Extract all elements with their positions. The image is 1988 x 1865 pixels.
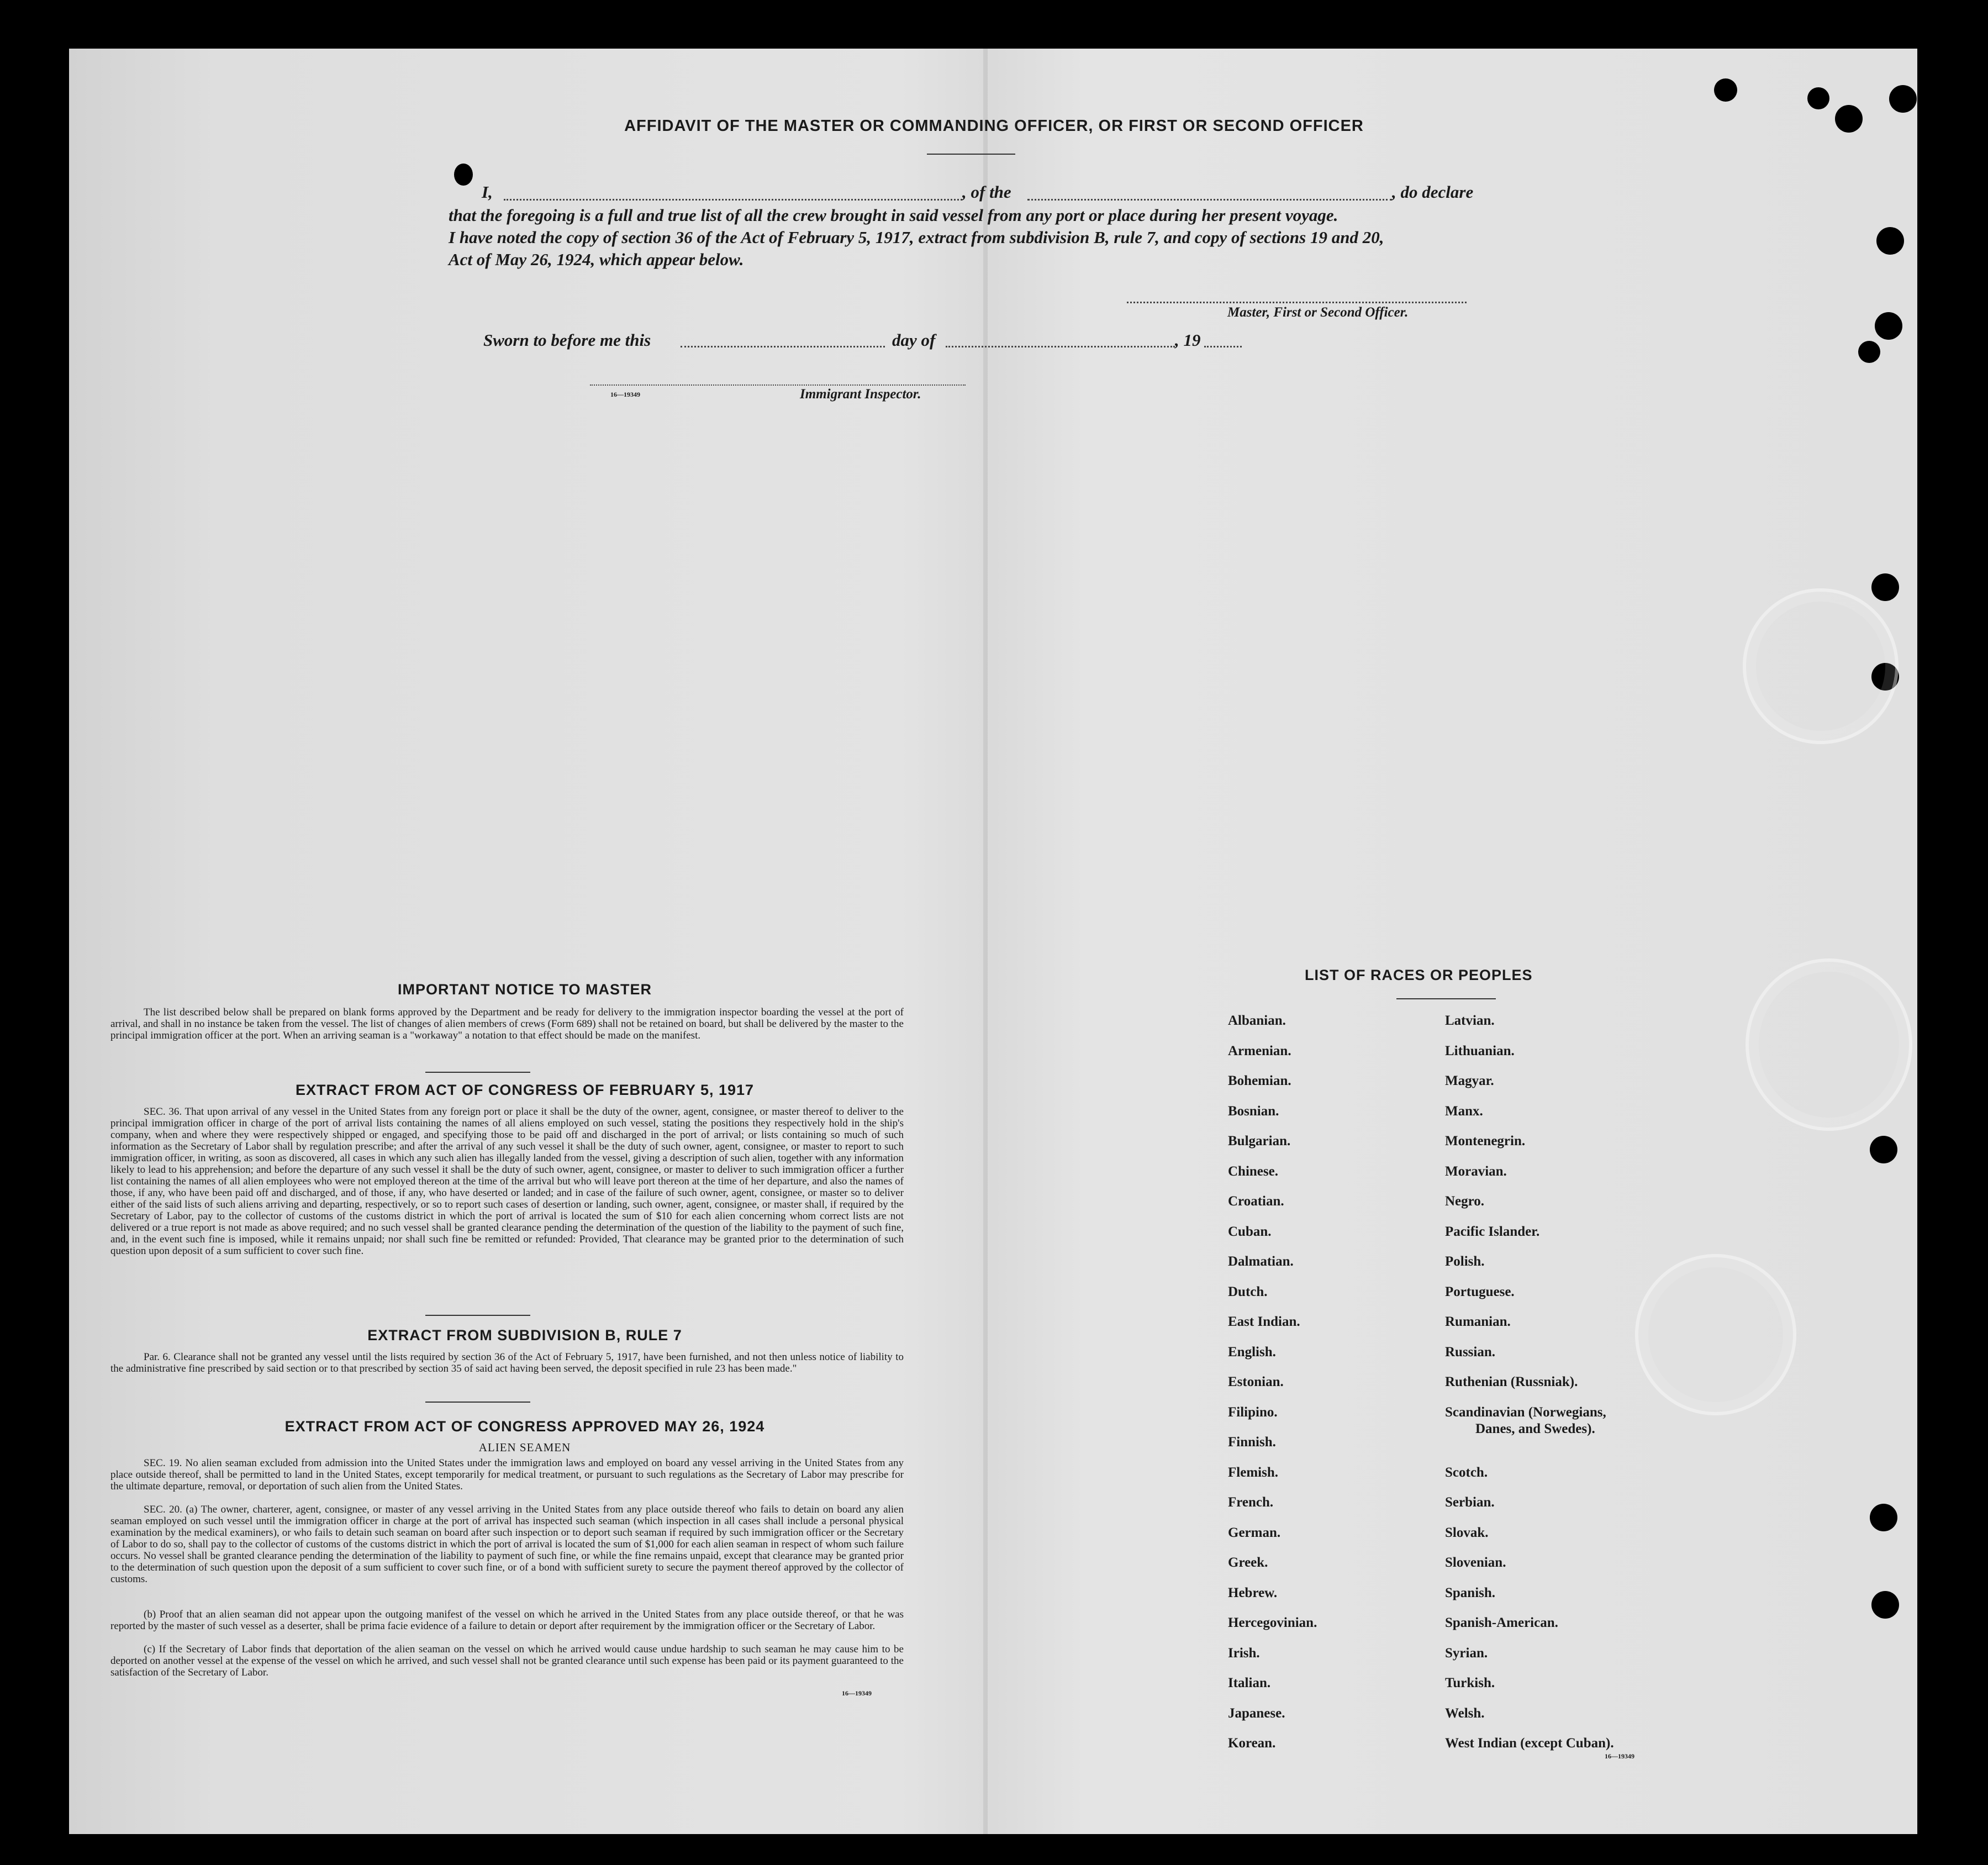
race-item: Armenian. bbox=[1228, 1043, 1291, 1058]
race-item: Scandinavian (Norwegians, bbox=[1445, 1404, 1606, 1420]
race-item: Japanese. bbox=[1228, 1705, 1285, 1721]
race-item: East Indian. bbox=[1228, 1314, 1300, 1329]
races-title: LIST OF RACES OR PEOPLES bbox=[1305, 967, 1533, 983]
sworn-day-field[interactable] bbox=[681, 346, 885, 347]
race-item: Polish. bbox=[1445, 1254, 1485, 1269]
race-item: Welsh. bbox=[1445, 1705, 1485, 1721]
race-item: Hebrew. bbox=[1228, 1585, 1278, 1600]
race-item: Negro. bbox=[1445, 1194, 1485, 1209]
race-item: West Indian (except Cuban). bbox=[1445, 1736, 1614, 1751]
punch-hole bbox=[1875, 312, 1902, 340]
race-item: Bulgarian. bbox=[1228, 1134, 1291, 1148]
act1924-sec19: SEC. 19. No alien seaman excluded from admission into the United States under the immigration laws and employed on board any vessel arriving in the United States from any place outside thereof, shall be permitted to land in the United States, except temporarily for medical treatment, or pursuant to such regulations as the Secretary of Labor may prescribe for the ultimate departure, removal, or deportation of such alien from the United States. bbox=[110, 1457, 904, 1492]
race-item: Slovak. bbox=[1445, 1525, 1489, 1540]
race-item: Scotch. bbox=[1445, 1464, 1488, 1480]
punch-hole bbox=[1858, 341, 1880, 363]
race-item: Flemish. bbox=[1228, 1464, 1278, 1480]
act1924-form-number: 16—19349 bbox=[842, 1689, 872, 1697]
punch-hole bbox=[1870, 1136, 1897, 1163]
section-rule bbox=[425, 1402, 530, 1403]
race-item: Russian. bbox=[1445, 1344, 1496, 1360]
races-form-number: 16—19349 bbox=[1605, 1752, 1634, 1760]
embossed-seal bbox=[1746, 958, 1912, 1131]
race-item: Rumanian. bbox=[1445, 1314, 1511, 1329]
race-item: Magyar. bbox=[1445, 1073, 1494, 1088]
race-item: Latvian. bbox=[1445, 1013, 1495, 1028]
race-item: Greek. bbox=[1228, 1555, 1268, 1570]
races-title-rule bbox=[1396, 998, 1496, 999]
race-item: Turkish. bbox=[1445, 1676, 1495, 1690]
affidavit-do-declare: , do declare bbox=[1392, 182, 1474, 202]
signature-line[interactable] bbox=[1127, 302, 1467, 303]
race-item: Bohemian. bbox=[1228, 1073, 1291, 1088]
act1917-body: SEC. 36. That upon arrival of any vessel in the United States from any foreign port or place it shall be the duty of the owner, agent, consignee, or master thereof to deliver to the principal immigration officer in charge of the port of arrival lists containing the names of all aliens employed on such vessel, stating the positions they respectively hold in the ship's company, when and where they were respectively shipped or engaged, and specifying those to be paid off and discharged in the port of arrival; or lists containing so much of such information as the Secretary of Labor shall by regulation prescribe; and after the arrival of any such vessel it shall be the duty of such owner, agent, consignee, or master to report to such immigration officer, in writing, as soon as discovered, all cases in which any such alien has illegally landed from the vessel, giving a description of such alien, together with any information likely to lead to his apprehension; and before the departure of any such vessel it shall be the duty of such owner, agent, consignee, or master to deliver to such immigration officer a further list containing the names of all alien employees who were not employed thereon at the time of the arrival but who will leave port thereon at the time of her departure, and also the names of those, if any, who have been paid off and discharged, and of those, if any, who have deserted or landed; and in case of the failure of such owner, agent, consignee, or master so to deliver either of the said lists of such aliens arriving and departing, respectively, or so to report such cases of desertion or landing, such owner, agent, consignee, or master shall, if required by the Secretary of Labor, pay to the collector of customs of the customs district in which the port of arrival is located the sum of $10 for each alien concerning whom correct lists are not delivered or a true report is not made as above required; and no such vessel shall be granted clearance pending the determination of the question of the liability to the payment of such fine, and, in the event such fine is imposed, while it remains unpaid; nor shall such fine be remitted or refunded: Provided, That clearance may be granted prior to the determination of such question upon deposit of a sum sufficient to cover such fine. bbox=[110, 1106, 904, 1257]
race-item: Bosnian. bbox=[1228, 1103, 1279, 1119]
race-item: Spanish-American. bbox=[1445, 1615, 1558, 1630]
notice-title: IMPORTANT NOTICE TO MASTER bbox=[398, 981, 652, 998]
race-item: Spanish. bbox=[1445, 1585, 1496, 1600]
race-item: Italian. bbox=[1228, 1676, 1271, 1690]
act1924-title: EXTRACT FROM ACT OF CONGRESS APPROVED MAY 26, 1924 bbox=[284, 1418, 765, 1435]
race-item: Hercegovinian. bbox=[1228, 1615, 1317, 1630]
title-rule bbox=[927, 154, 1015, 155]
race-item: Pacific Islander. bbox=[1445, 1224, 1540, 1239]
affidavit-line-3: I have noted the copy of section 36 of the Act of February 5, 1917, extract from subdivision B, rule 7, and copy of sections 19 and 20, bbox=[449, 228, 1384, 247]
punch-hole bbox=[1807, 87, 1829, 109]
races-right-column bbox=[1445, 1013, 1614, 1766]
punch-hole bbox=[1889, 85, 1917, 113]
race-item: Estonian. bbox=[1228, 1374, 1284, 1389]
race-item: English. bbox=[1228, 1344, 1276, 1360]
form-number: 16—19349 bbox=[610, 391, 640, 398]
year-text: , 19 bbox=[1175, 330, 1201, 350]
race-item: Cuban. bbox=[1228, 1224, 1272, 1239]
race-item: Serbian. bbox=[1445, 1495, 1495, 1510]
month-field[interactable] bbox=[946, 346, 1175, 347]
race-item: Ruthenian (Russniak). bbox=[1445, 1374, 1578, 1389]
sworn-text: Sworn to before me this bbox=[483, 330, 651, 350]
races-left-column bbox=[1228, 1013, 1317, 1766]
affidavit-of-the: , of the bbox=[962, 182, 1011, 202]
act1924-sec20c: (c) If the Secretary of Labor finds that deportation of the alien seaman on the vessel on which he arrived would cause undue hardship to such seaman he may cause him to be deported on another vessel at the expense of the vessel on which he arrived, and such vessel shall not be granted clearance until such expense has been paid or its payment guaranteed to the satisfaction of the Secretary of Labor. bbox=[110, 1643, 904, 1678]
race-item: Slovenian. bbox=[1445, 1555, 1506, 1570]
act1924-sec20a: SEC. 20. (a) The owner, charterer, agent, consignee, or master of any vessel arriving in the United States from any place outside thereof who fails to detain on board any alien seaman employed on such vessel until the immigration officer in charge at the port of arrival has inspected such seaman (which inspection in all cases shall include a personal physical examination by the medical examiners), or who fails to detain such seaman on board after such inspection or to deport such seaman if required by such immigration officer or the Secretary of Labor to do so, shall pay to the collector of customs of the customs district in which the port of arrival is located the sum of $1,000 for each alien seaman in respect of whom such failure occurs. No vessel shall be granted clearance pending the determination of the liability to payment of such fine, or while the fine remains unpaid, except that clearance may be granted prior to the determination of such question upon the deposit of a sum sufficient to cover such fine, or of a bond with sufficient surety to secure the payment thereof approved by the collector of customs. bbox=[110, 1504, 904, 1585]
notice-body: The list described below shall be prepared on blank forms approved by the Department and be ready for delivery to the immigration inspector boarding the vessel at the port of arrival, and shall in no instance be taken from the vessel. The list of changes of alien members of crews (Form 689) shall not be retained on board, but shall be delivered by the master to the principal immigration officer at the port. When an arriving seaman is a "workaway" a notation to that effect should be made on the manifest. bbox=[110, 1007, 904, 1041]
race-item: Korean. bbox=[1228, 1736, 1276, 1751]
punch-hole bbox=[1871, 1591, 1899, 1619]
act1924-sec20b: (b) Proof that an alien seaman did not appear upon the outgoing manifest of the vessel on which he arrived in the United States from any place outside thereof, or that he was reported by the master of such vessel as a deserter, shall be prima facie evidence of a failure to detain or deport after requirement by the immigration officer or the Secretary of Labor. bbox=[110, 1609, 904, 1632]
race-item: Montenegrin. bbox=[1445, 1134, 1526, 1148]
embossed-seal bbox=[1743, 588, 1899, 744]
race-item: Dalmatian. bbox=[1228, 1254, 1294, 1269]
punch-hole bbox=[454, 164, 473, 186]
signature-caption: Master, First or Second Officer. bbox=[1227, 305, 1409, 320]
race-item: Croatian. bbox=[1228, 1194, 1284, 1209]
race-item: Moravian. bbox=[1445, 1163, 1507, 1179]
race-item: Manx. bbox=[1445, 1103, 1483, 1119]
race-item: Danes, and Swedes). bbox=[1475, 1421, 1595, 1436]
act1924-subtitle: ALIEN SEAMEN bbox=[478, 1441, 571, 1454]
race-item: Dutch. bbox=[1228, 1284, 1268, 1299]
race-item: French. bbox=[1228, 1495, 1274, 1510]
act1917-title: EXTRACT FROM ACT OF CONGRESS OF FEBRUARY 5, 1917 bbox=[295, 1082, 755, 1098]
race-item: Portuguese. bbox=[1445, 1284, 1515, 1299]
race-item: Filipino. bbox=[1228, 1404, 1278, 1420]
race-item: Finnish. bbox=[1228, 1435, 1276, 1450]
punch-hole bbox=[1871, 573, 1899, 601]
affidavit-line-2: that the foregoing is a full and true list of all the crew brought in said vessel from any port or place during her present voyage. bbox=[449, 206, 1338, 225]
section-rule bbox=[425, 1072, 530, 1073]
affidavit-title: AFFIDAVIT OF THE MASTER OR COMMANDING OFFICER, OR FIRST OR SECOND OFFICER bbox=[624, 117, 1364, 135]
vessel-field[interactable] bbox=[1027, 199, 1392, 201]
punch-hole bbox=[1876, 227, 1904, 255]
race-item: German. bbox=[1228, 1525, 1281, 1540]
race-item: Lithuanian. bbox=[1445, 1043, 1515, 1058]
affidavit-line-4: Act of May 26, 1924, which appear below. bbox=[449, 250, 744, 269]
rule7-body: Par. 6. Clearance shall not be granted any vessel until the lists required by section 36 of the Act of February 5, 1917, have been furnished, and not then unless notice of liability to the administrative fine prescribed by said section or to that prescribed by section 35 of said act having been served, the deposit specified in rule 23 has been made." bbox=[110, 1351, 904, 1374]
year-field[interactable] bbox=[1204, 346, 1242, 347]
rule7-title: EXTRACT FROM SUBDIVISION B, RULE 7 bbox=[367, 1327, 682, 1344]
page-fold bbox=[983, 49, 988, 1834]
punch-hole bbox=[1714, 78, 1737, 102]
race-item: Syrian. bbox=[1445, 1645, 1488, 1661]
inspector-caption: Immigrant Inspector. bbox=[800, 387, 921, 402]
punch-hole bbox=[1870, 1504, 1897, 1531]
inspector-signature-line[interactable] bbox=[590, 384, 966, 386]
embossed-seal bbox=[1635, 1254, 1796, 1415]
name-field[interactable] bbox=[504, 199, 962, 201]
race-item: Albanian. bbox=[1228, 1013, 1286, 1028]
race-item: Irish. bbox=[1228, 1645, 1260, 1661]
section-rule bbox=[425, 1315, 530, 1316]
race-item: Chinese. bbox=[1228, 1163, 1278, 1179]
day-of-text: day of bbox=[892, 330, 936, 350]
affidavit-i: I, bbox=[482, 182, 493, 202]
